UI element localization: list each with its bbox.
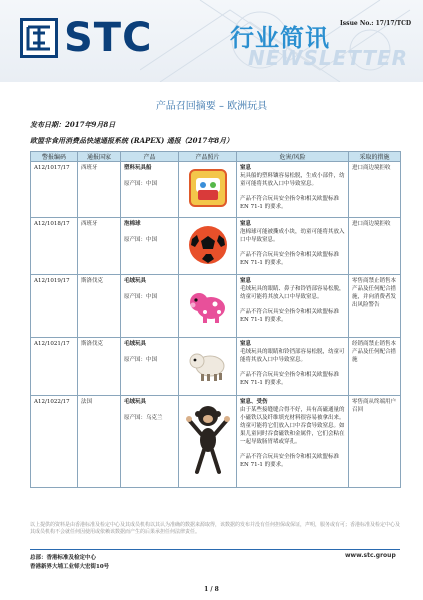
product-photo-cell xyxy=(179,396,237,488)
measure: 零售商禁止销售本产品及任何配合措施，并向消费者发出风险警告 xyxy=(349,275,401,338)
product-cell xyxy=(121,162,179,218)
notifying-country: 斯洛伐克 xyxy=(78,275,121,338)
product-name: 毛绒玩具 xyxy=(124,399,147,405)
hazard-title: 窒息 xyxy=(240,221,252,227)
product-photo-cell xyxy=(179,338,237,396)
hazard-title: 窒息 xyxy=(240,341,252,347)
measure: 零售商从终端用户召回 xyxy=(349,396,401,488)
col-header-photo: 产品照片 xyxy=(179,152,237,162)
product-name: 泡棉球 xyxy=(124,221,141,227)
col-header-hazard: 危害/风险 xyxy=(237,152,349,162)
hazard-cell xyxy=(237,218,349,275)
table-header-row xyxy=(31,152,401,162)
disclaimer: 以上提供的资料是由香港标准及检定中心及其成员机构以其认为准确的数据来源取得，该数据的发布并没有任何担保或保证，声明，服务或有可；香港标准及检定中心及其成员机构不会就任何因使用或依赖该数据而产生的后果承担任何法律责任。 xyxy=(30,522,401,535)
footer-divider xyxy=(30,549,400,550)
hazard-title: 窒息 xyxy=(240,278,252,284)
plush-pig-photo xyxy=(185,282,231,328)
toy-boat-photo xyxy=(186,166,230,210)
hazard-text: 玩具船的塑料镶容易松脱，生成小部件，幼童可能将其放入口中导致窒息。 xyxy=(240,173,345,187)
hazard-cell xyxy=(237,275,349,338)
hazard-cell xyxy=(237,396,349,488)
table-row xyxy=(31,218,401,275)
table-row xyxy=(31,275,401,338)
product-name: 毛绒玩具 xyxy=(124,341,147,347)
product-origin: 原产国：中国 xyxy=(124,294,158,300)
footer-hq: 总部：香港标准及检定中心 xyxy=(30,555,97,561)
measure: 进口商边境拒收 xyxy=(349,218,401,275)
plush-monkey-photo xyxy=(183,400,233,480)
product-cell xyxy=(121,338,179,396)
section-title: 产品召回摘要 – 欧洲玩具 xyxy=(155,101,268,112)
report-title: 欧盟非食用消费品快速通报系统 (RAPEX) 通报（2017年8月） xyxy=(30,136,234,145)
table-row xyxy=(31,338,401,396)
product-origin: 原产国：乌克兰 xyxy=(124,415,163,421)
measure: 进口商边境拒收 xyxy=(349,162,401,218)
stc-logo-icon xyxy=(20,18,58,58)
footer-address: 香港新界大埔工业邨大宏街10号 xyxy=(30,564,110,570)
table-row xyxy=(31,162,401,218)
col-header-country: 通报国家 xyxy=(78,152,121,162)
product-photo-cell xyxy=(179,218,237,275)
product-cell xyxy=(121,218,179,275)
hazard-text: 毛绒玩具的眼睛、鼻子和铃铛部容易松脱，幼童可能将其放入口中导致窒息。 xyxy=(240,286,345,300)
page-number: 1 / 8 xyxy=(204,586,219,593)
newsletter-header xyxy=(0,0,423,82)
hazard-standard: 产品不符合玩具安全指令和相关欧盟标准 EN 71-1 的要求。 xyxy=(240,454,340,468)
alert-code: A12/1017/17 xyxy=(31,162,78,218)
product-origin: 原产国：中国 xyxy=(124,357,158,363)
product-name: 塑料玩具船 xyxy=(124,165,152,171)
col-header-measure: 采取的措施 xyxy=(349,152,401,162)
measure: 经销商禁止销售本产品及任何配合措施 xyxy=(349,338,401,396)
product-cell xyxy=(121,396,179,488)
recall-table xyxy=(30,151,401,488)
hazard-title: 窒息、受伤 xyxy=(240,399,268,405)
product-name: 毛绒玩具 xyxy=(124,278,147,284)
product-photo-cell xyxy=(179,275,237,338)
hazard-text: 泡棉球可能被撕成小块，幼童可能将其放入口中导致窒息。 xyxy=(240,229,345,243)
product-photo-cell xyxy=(179,162,237,218)
notifying-country: 法国 xyxy=(78,396,121,488)
notifying-country: 西班牙 xyxy=(78,162,121,218)
hazard-standard: 产品不符合玩具安全指令和相关欧盟标准 EN 71-1 的要求。 xyxy=(240,196,340,210)
hazard-text: 由于某些接缝缝合得不好，具有高磁通量的小磁铁以及纤维填充材料很容易被拿出来。幼童可能将它们放入口中吞食导致窒息。如果儿童同时吞食磁铁和金属件，它们会粘在一起导致肠胃堵或穿孔。 xyxy=(240,407,345,445)
table-row xyxy=(31,396,401,488)
publish-date: 发布日期：2017年9月8日 xyxy=(30,120,116,129)
notifying-country: 西班牙 xyxy=(78,218,121,275)
issue-number: Issue No.: 17/17/TCD xyxy=(340,20,412,27)
logo-text: STC xyxy=(64,15,153,61)
footer-website-link[interactable]: www.stc.group xyxy=(345,552,396,559)
hazard-standard: 产品不符合玩具安全指令和相关欧盟标准 EN 71-1 的要求。 xyxy=(240,309,340,323)
hazard-title: 窒息 xyxy=(240,165,252,171)
plush-sheep-photo xyxy=(185,342,231,388)
alert-code: A12/1019/17 xyxy=(31,275,78,338)
notifying-country: 斯洛伐克 xyxy=(78,338,121,396)
col-header-code: 警报编码 xyxy=(31,152,78,162)
hazard-standard: 产品不符合玩具安全指令和相关欧盟标准 EN 71-1 的要求。 xyxy=(240,252,340,266)
alert-code: A12/1021/17 xyxy=(31,338,78,396)
newsletter-title-en: NEWSLETTER xyxy=(248,46,409,70)
product-origin: 原产国：中国 xyxy=(124,237,158,243)
alert-code: A12/1022/17 xyxy=(31,396,78,488)
col-header-product: 产品 xyxy=(121,152,179,162)
product-cell xyxy=(121,275,179,338)
hazard-text: 毛绒玩具的眼睛和铃铛部容易松脱，幼童可能将其放入口中导致窒息。 xyxy=(240,349,345,363)
foam-ball-photo xyxy=(186,223,230,267)
alert-code: A12/1018/17 xyxy=(31,218,78,275)
hazard-cell xyxy=(237,162,349,218)
hazard-cell xyxy=(237,338,349,396)
newsletter-title-cn: 行业简讯 xyxy=(230,24,330,52)
hazard-standard: 产品不符合玩具安全指令和相关欧盟标准 EN 71-1 的要求。 xyxy=(240,372,340,386)
product-origin: 原产国：中国 xyxy=(124,181,158,187)
